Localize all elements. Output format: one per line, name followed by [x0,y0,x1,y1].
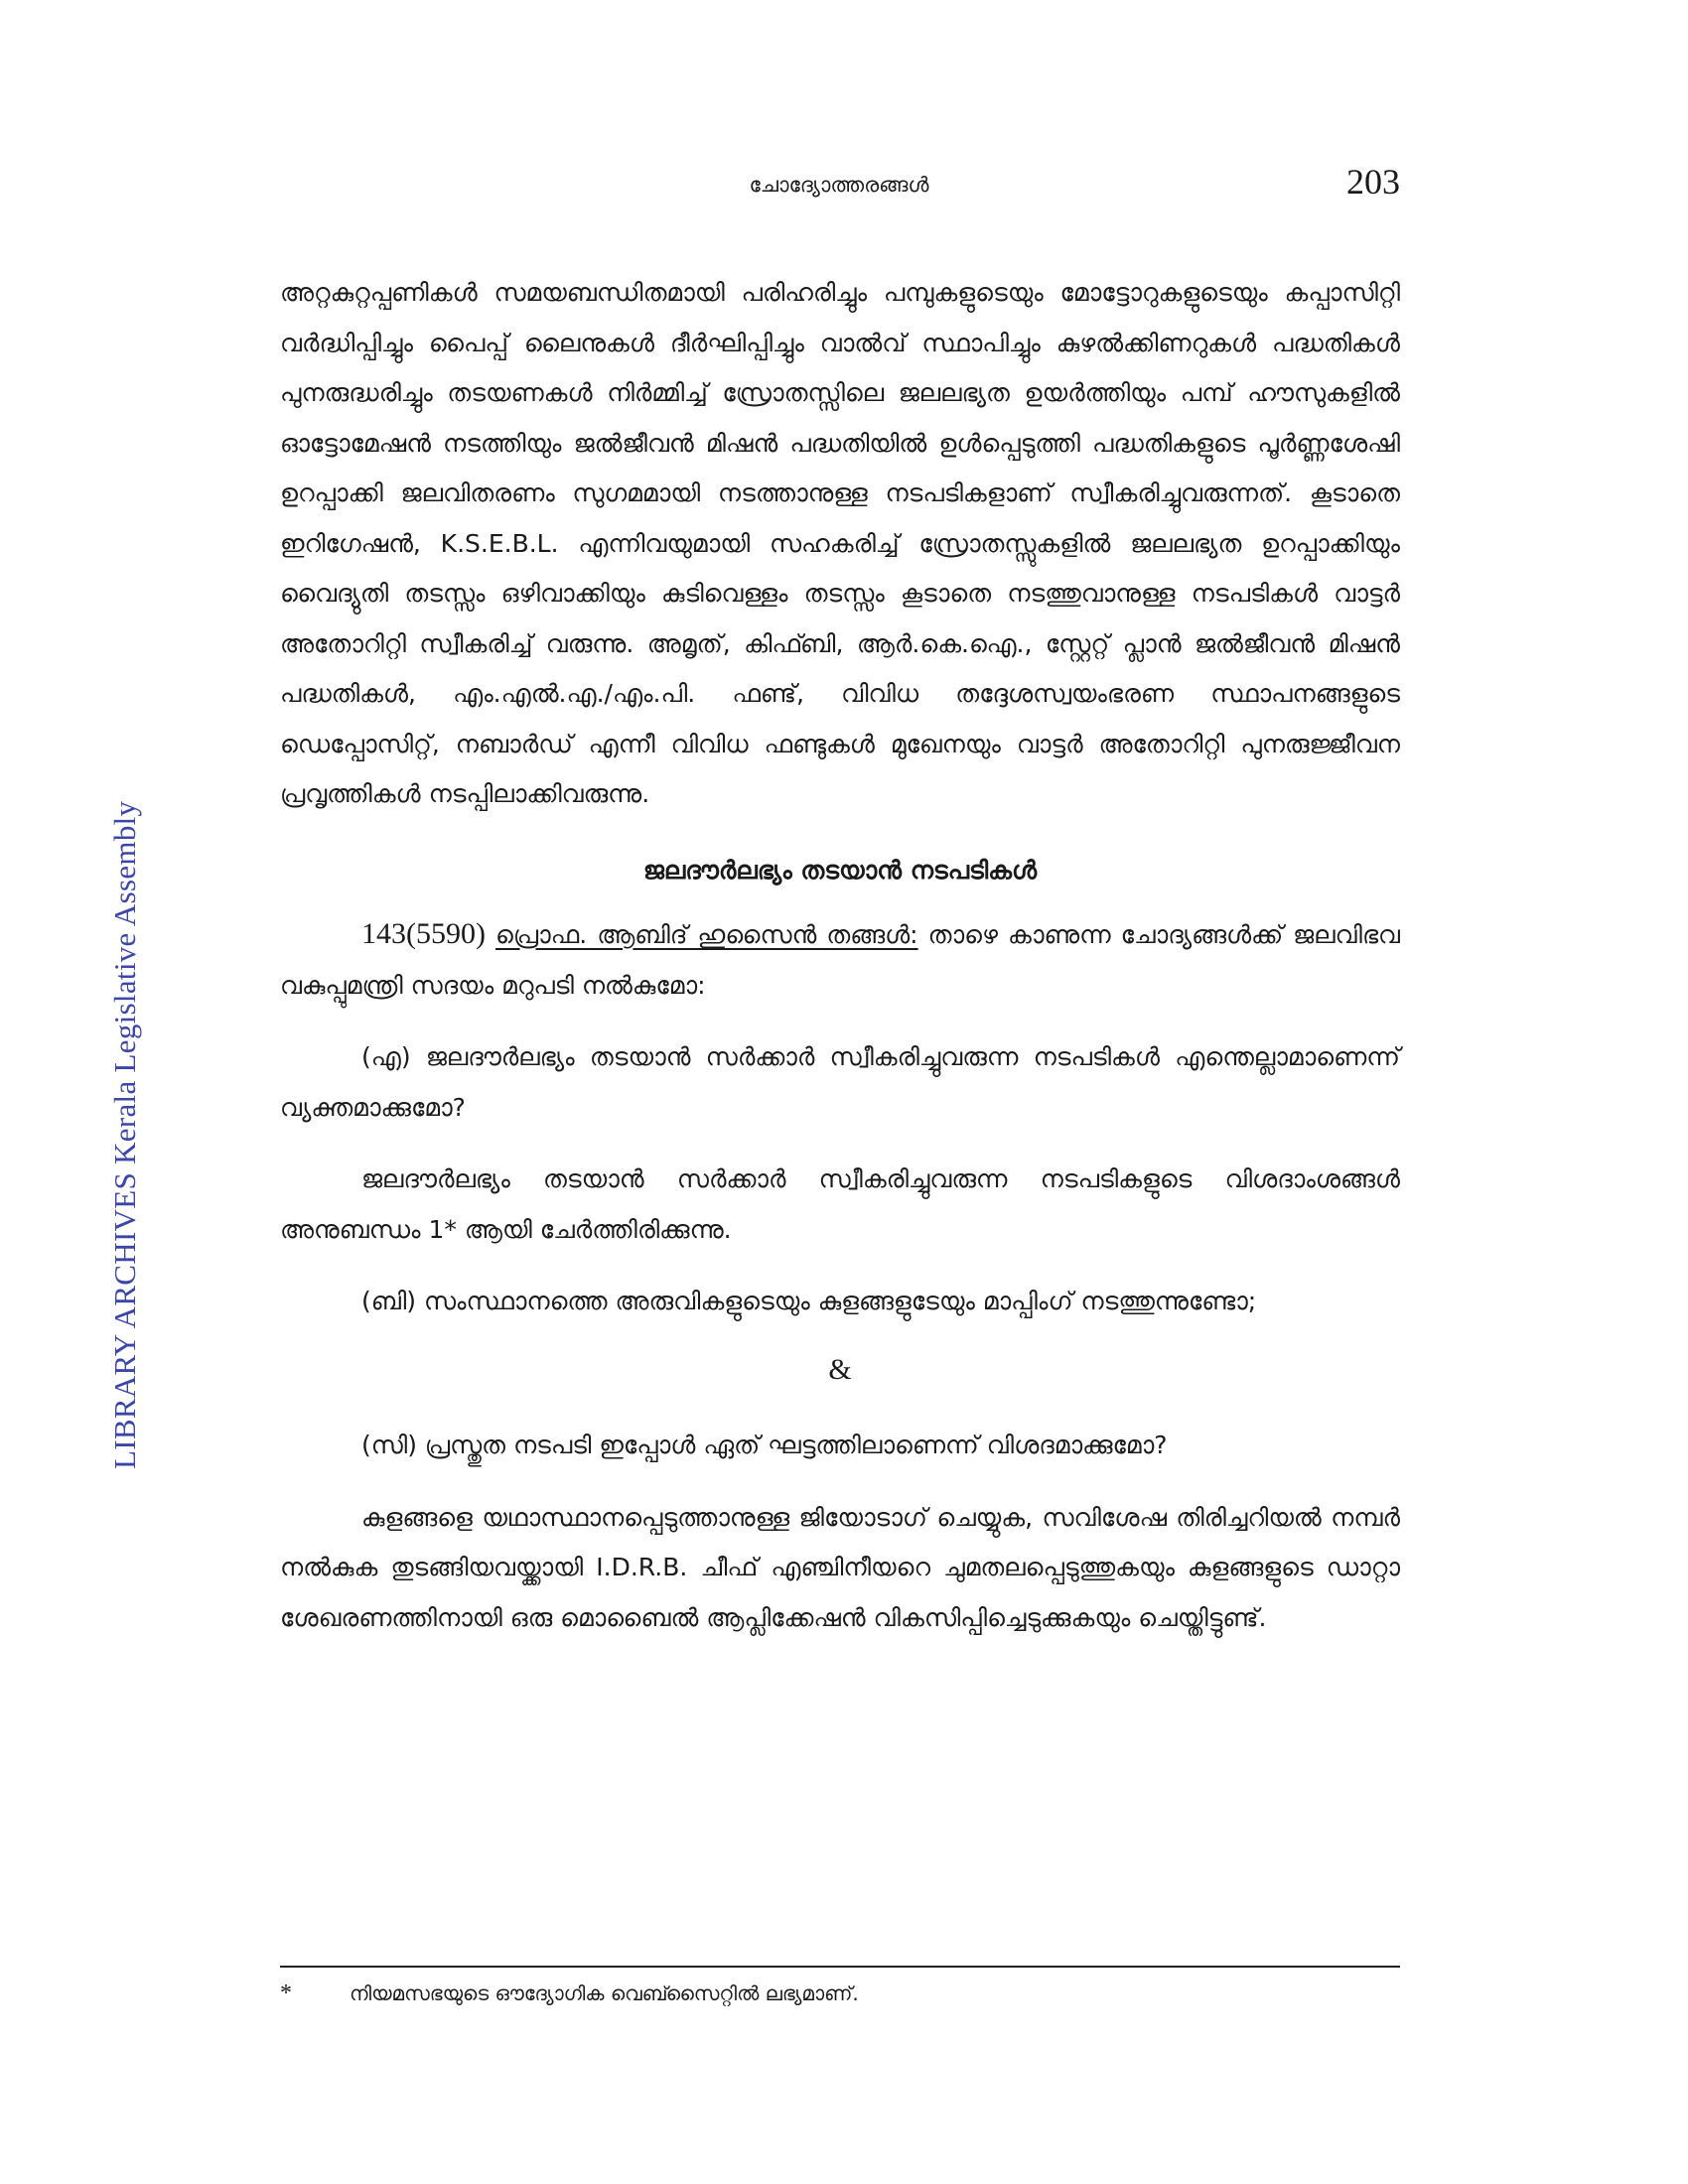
section-heading: ജലദൗർലഭ്യം തടയാൻ നടപടികൾ [642,855,1038,885]
main-content [280,268,1400,1643]
footnote-text: നിയമസഭയുടെ ഔദ്യോഗിക വെബ്സൈറ്റിൽ ലഭ്യമാണ്. [350,1981,859,2005]
answer-a: ജലദൗർലഭ്യം തടയാൻ സർക്കാർ സ്വീകരിച്ചുവരുന്ന നടപടികളുടെ വിശദാംശങ്ങൾ അനുബന്ധം 1* ആയി ചേർത്തിരിക്കുന്നു. [280,1164,1400,1244]
question-text: താഴെ കാണുന്ന ചോദ്യങ്ങൾക്ക് ജലവിഭവ വകുപ്പുമന്ത്രി സദയം മറുപടി നൽകുമോ: [280,920,1400,1000]
question-intro [280,909,1400,1011]
intro-paragraph: അറ്റകുറ്റപ്പണികൾ സമയബന്ധിതമായി പരിഹരിച്ചും പമ്പുകളുടെയും മോട്ടോറുകളുടെയും കപ്പാസിറ്റി വർദ്ധിപ്പിച്ചും പൈപ്പ് ലൈനുകൾ ദീർഘിപ്പിച്ചും വാൽവ് സ്ഥാപിച്ചും കുഴൽക്കിണറുകൾ പദ്ധതികൾ പുനരുദ്ധരിച്ചും തടയണകൾ നിർമ്മിച്ച് സ്രോതസ്സിലെ ജലലഭ്യത ഉയർത്തിയും പമ്പ് ഹൗസുകളിൽ ഓട്ടോമേഷൻ നടത്തിയും ജൽജീവൻ മിഷൻ പദ്ധതിയിൽ ഉൾപ്പെടുത്തി പദ്ധതികളുടെ പൂർണ്ണശേഷി ഉറപ്പാക്കി ജലവിതരണം സുഗമമായി നടത്താനുള്ള നടപടികളാണ് സ്വീകരിച്ചുവരുന്നത്. കൂടാതെ ഇറിഗേഷൻ, K.S.E.B.L. എന്നിവയുമായി സഹകരിച്ച് സ്രോതസ്സുകളിൽ ജലലഭ്യത ഉറപ്പാക്കിയും വൈദ്യുതി തടസ്സം ഒഴിവാക്കിയും കുടിവെള്ളം തടസ്സം കൂടാതെ നടത്തുവാനുള്ള നടപടികൾ വാട്ടർ അതോറിറ്റി സ്വീകരിച്ച് വരുന്നു. അമൃത്, കിഫ്ബി, ആർ.കെ.ഐ., സ്റ്റേറ്റ് പ്ലാൻ ജൽജീവൻ മിഷൻ പദ്ധതികൾ, എം.എൽ.എ./എം.പി. ഫണ്ട്, വിവിധ തദ്ദേശസ്വയംഭരണ സ്ഥാപനങ്ങളുടെ ഡെപ്പോസിറ്റ്, നബാർഡ് എന്നീ വിവിധ ഫണ്ടുകൾ മുഖേനയും വാട്ടർ അതോറിറ്റി പുനരുജ്ജീവന പ്രവൃത്തികൾ നടപ്പിലാക്കിവരുന്നു. [280,278,1401,808]
footnote-mark: * [280,1980,292,2006]
running-header [278,162,1400,210]
footnote-divider [280,1966,1400,1968]
page-number: 203 [1346,162,1400,202]
header-title: ചോദ്യോത്തരങ്ങൾ [749,173,929,197]
question-a: (എ) ജലദൗർലഭ്യം തടയാൻ സർക്കാർ സ്വീകരിച്ചുവരുന്ന നടപടികൾ എന്തെല്ലാമാണെന്ന് വ്യക്തമാക്കുമോ? [280,1042,1400,1122]
answer-bc: കുളങ്ങളെ യഥാസ്ഥാനപ്പെടുത്താനുള്ള ജിയോടാഗ് ചെയ്യുക, സവിശേഷ തിരിച്ചറിയൽ നമ്പർ നൽകുക തുടങ്ങിയവയ്ക്കായി I.D.R.B. ചീഫ് എഞ്ചിനീയറെ ചുമതലപ്പെടുത്തുകയും കുളങ്ങളുടെ ഡാറ്റാ ശേഖരണത്തിനായി ഒരു മൊബൈൽ ആപ്ലിക്കേഷൻ വികസിപ്പിച്ചെടുക്കുകയും ചെയ്തിട്ടുണ്ട്. [280,1502,1400,1632]
footnote [280,1980,1400,2007]
question-number: 143(5590) [361,917,486,950]
question-b: (ബി) സംസ്ഥാനത്തെ അരുവികളുടെയും കുളങ്ങളുടേയും മാപ്പിംഗ് നടത്തുന്നുണ്ടോ; [361,1287,1257,1315]
question-member: പ്രൊഫ. ആബിദ് ഹുസൈൻ തങ്ങൾ: [494,920,918,949]
ampersand-separator: & [828,1352,852,1386]
archive-watermark: LIBRARY ARCHIVES Kerala Legislative Assembly [107,800,142,1469]
question-c: (സി) പ്രസ്തുത നടപടി ഇപ്പോൾ ഏത് ഘട്ടത്തിലാണെന്ന് വിശദമാക്കുമോ? [361,1431,1168,1459]
